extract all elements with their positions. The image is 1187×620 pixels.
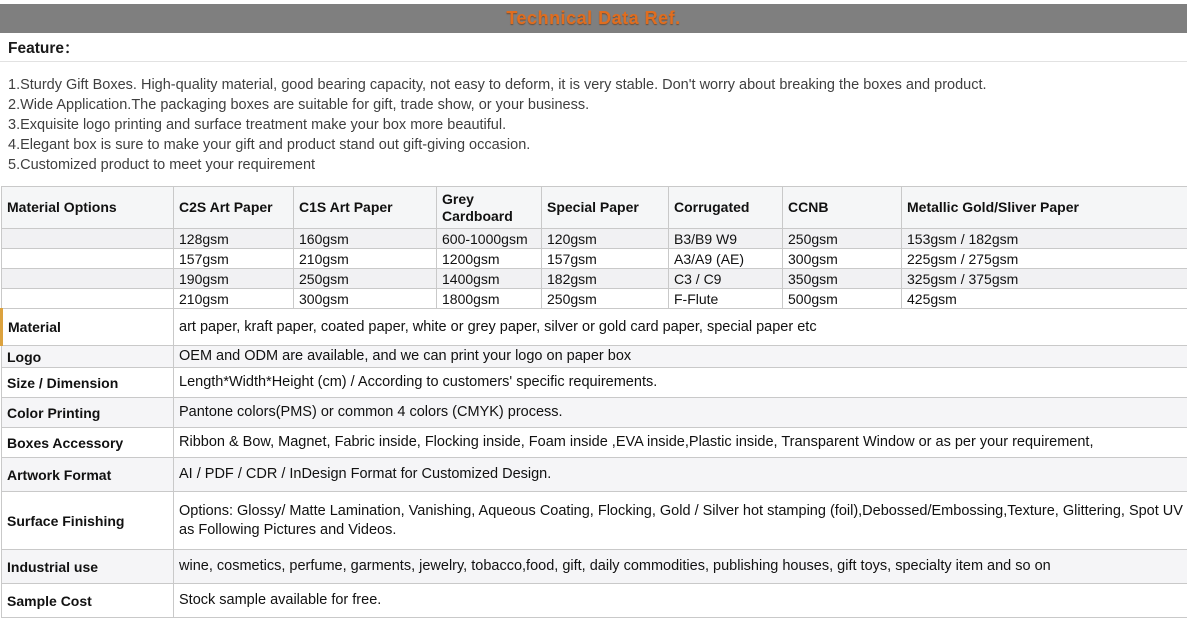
gsm-cell: 250gsm bbox=[783, 229, 902, 249]
gsm-cell: 1400gsm bbox=[437, 269, 542, 289]
table-header-row bbox=[2, 187, 1187, 229]
table-row bbox=[2, 346, 1187, 368]
gsm-cell: 1800gsm bbox=[437, 289, 542, 309]
spec-value-material: art paper, kraft paper, coated paper, white or grey paper, silver or gold card paper, special paper etc bbox=[174, 309, 1187, 346]
col-header-c2s-art-paper: C2S Art Paper bbox=[174, 187, 294, 229]
col-header-ccnb: CCNB bbox=[783, 187, 902, 229]
spec-label-logo: Logo bbox=[2, 346, 174, 368]
spec-value-size-dimension: Length*Width*Height (cm) / According to customers' specific requirements. bbox=[174, 368, 1187, 398]
feature-item: 4.Elegant box is sure to make your gift and product stand out gift-giving occasion. bbox=[8, 137, 531, 153]
table-row bbox=[2, 309, 1187, 346]
table-row bbox=[2, 550, 1187, 584]
table-row bbox=[2, 368, 1187, 398]
gsm-cell: 600-1000gsm bbox=[437, 229, 542, 249]
spec-value-boxes-accessory: Ribbon & Bow, Magnet, Fabric inside, Flocking inside, Foam inside ,EVA inside,Plastic inside, Transparent Window or as per your requirement, bbox=[174, 428, 1187, 458]
title-bar bbox=[0, 4, 1187, 33]
col-header-metallic-paper: Metallic Gold/Sliver Paper bbox=[902, 187, 1187, 229]
gsm-cell: 325gsm / 375gsm bbox=[902, 269, 1187, 289]
gsm-cell bbox=[2, 269, 174, 289]
spec-label-size-dimension: Size / Dimension bbox=[2, 368, 174, 398]
gsm-cell: 500gsm bbox=[783, 289, 902, 309]
gsm-cell: 250gsm bbox=[542, 289, 669, 309]
feature-item: 1.Sturdy Gift Boxes. High-quality material, good bearing capacity, not easy to deform, it is very stable. Don't worry about breaking the boxes and product. bbox=[8, 77, 987, 93]
spec-label-artwork-format: Artwork Format bbox=[2, 458, 174, 492]
gsm-cell: C3 / C9 bbox=[669, 269, 783, 289]
gsm-cell: 1200gsm bbox=[437, 249, 542, 269]
page-title: Technical Data Ref. bbox=[506, 8, 681, 28]
gsm-cell: 225gsm / 275gsm bbox=[902, 249, 1187, 269]
spec-value-artwork-format: AI / PDF / CDR / InDesign Format for Customized Design. bbox=[174, 458, 1187, 492]
gsm-cell: 128gsm bbox=[174, 229, 294, 249]
gsm-cell: 120gsm bbox=[542, 229, 669, 249]
col-header-c1s-art-paper: C1S Art Paper bbox=[294, 187, 437, 229]
spec-value-color-printing: Pantone colors(PMS) or common 4 colors (CMYK) process. bbox=[174, 398, 1187, 428]
gsm-cell: 210gsm bbox=[294, 249, 437, 269]
feature-heading: Feature： bbox=[0, 33, 1187, 62]
gsm-cell: 153gsm / 182gsm bbox=[902, 229, 1187, 249]
col-header-material-options: Material Options bbox=[2, 187, 174, 229]
gsm-cell: A3/A9 (AE) bbox=[669, 249, 783, 269]
table-row bbox=[2, 492, 1187, 550]
col-header-corrugated: Corrugated bbox=[669, 187, 783, 229]
table-row bbox=[2, 249, 1187, 269]
col-header-grey-cardboard: Grey Cardboard bbox=[437, 187, 542, 229]
spec-label-sample-cost: Sample Cost bbox=[2, 584, 174, 618]
gsm-cell: 350gsm bbox=[783, 269, 902, 289]
feature-item: 3.Exquisite logo printing and surface treatment make your box more beautiful. bbox=[8, 117, 507, 133]
gsm-cell: 300gsm bbox=[294, 289, 437, 309]
spec-value-sample-cost: Stock sample available for free. bbox=[174, 584, 1187, 618]
gsm-cell bbox=[2, 289, 174, 309]
gsm-cell: 250gsm bbox=[294, 269, 437, 289]
spec-value-logo: OEM and ODM are available, and we can print your logo on paper box bbox=[174, 346, 1187, 368]
table-row bbox=[2, 584, 1187, 618]
gsm-cell: 210gsm bbox=[174, 289, 294, 309]
spec-value-surface-finishing: Options: Glossy/ Matte Lamination, Vanishing, Aqueous Coating, Flocking, Gold / Silver hot stamping (foil),Debossed/Embossing,Texture, Glittering, Spot UV as Following Pictures and Videos. bbox=[174, 492, 1187, 550]
spec-label-industrial-use: Industrial use bbox=[2, 550, 174, 584]
spec-value-industrial-use: wine, cosmetics, perfume, garments, jewelry, tobacco,food, gift, daily commodities, publishing houses, gift toys, specialty item and so on bbox=[174, 550, 1187, 584]
gsm-cell: 157gsm bbox=[542, 249, 669, 269]
feature-item: 2.Wide Application.The packaging boxes are suitable for gift, trade show, or your business. bbox=[8, 97, 590, 113]
gsm-cell: B3/B9 W9 bbox=[669, 229, 783, 249]
table-row bbox=[2, 428, 1187, 458]
table-row bbox=[2, 269, 1187, 289]
table-row bbox=[2, 458, 1187, 492]
spec-label-boxes-accessory: Boxes Accessory bbox=[2, 428, 174, 458]
gsm-cell: 190gsm bbox=[174, 269, 294, 289]
table-row bbox=[2, 398, 1187, 428]
gsm-cell bbox=[2, 229, 174, 249]
gsm-cell: 182gsm bbox=[542, 269, 669, 289]
gsm-cell: 300gsm bbox=[783, 249, 902, 269]
feature-item: 5.Customized product to meet your requirement bbox=[8, 157, 316, 173]
gsm-cell: F-Flute bbox=[669, 289, 783, 309]
spec-label-color-printing: Color Printing bbox=[2, 398, 174, 428]
table-row bbox=[2, 289, 1187, 309]
spec-label-material: Material bbox=[2, 309, 174, 346]
gsm-cell: 160gsm bbox=[294, 229, 437, 249]
gsm-cell: 425gsm bbox=[902, 289, 1187, 309]
table-row bbox=[2, 229, 1187, 249]
spec-label-surface-finishing: Surface Finishing bbox=[2, 492, 174, 550]
col-header-special-paper: Special Paper bbox=[542, 187, 669, 229]
materials-spec-table bbox=[0, 186, 1187, 618]
gsm-cell: 157gsm bbox=[174, 249, 294, 269]
gsm-cell bbox=[2, 249, 174, 269]
feature-list bbox=[0, 62, 1187, 186]
